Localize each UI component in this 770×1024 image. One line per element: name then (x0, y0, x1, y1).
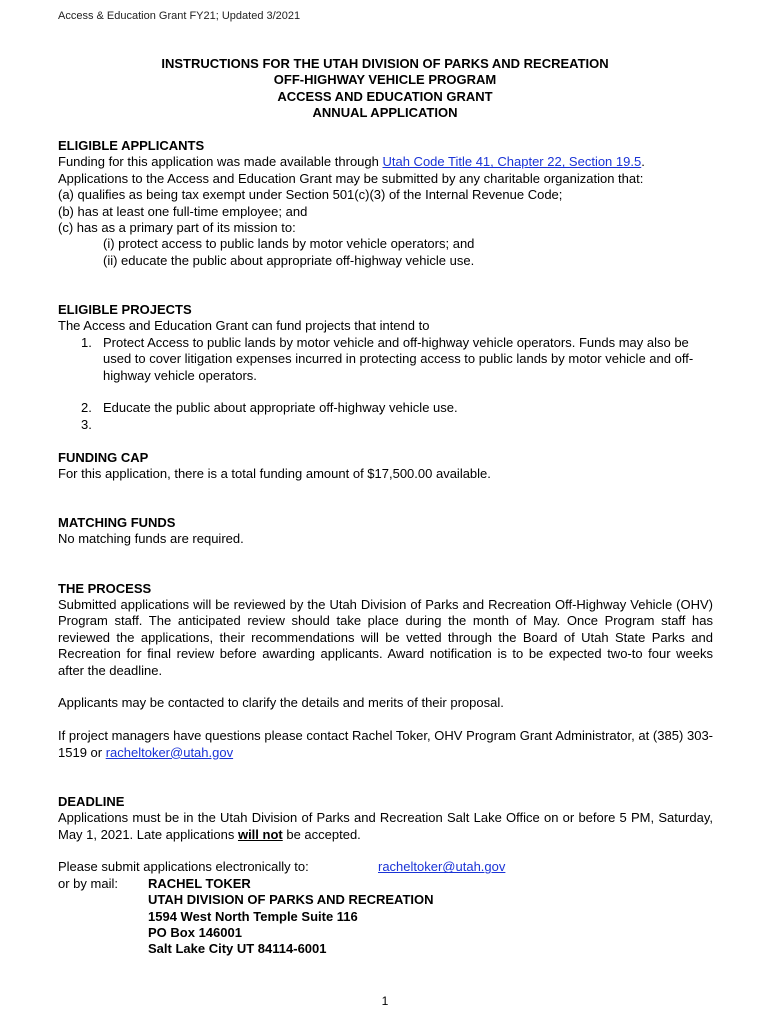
header-note: Access & Education Grant FY21; Updated 3/2021 (58, 10, 301, 22)
list-item-text (103, 417, 713, 433)
deadline-heading: DEADLINE (58, 793, 125, 809)
address-line: RACHEL TOKER (148, 875, 251, 891)
document-body (58, 138, 713, 958)
page-number: 1 (381, 994, 389, 1008)
address-line: 1594 West North Temple Suite 116 (148, 908, 358, 924)
mailing-address (148, 876, 434, 958)
mail-label: or by mail: (58, 875, 118, 891)
title-line: INSTRUCTIONS FOR THE UTAH DIVISION OF PARKS AND RECREATION (161, 56, 609, 71)
eligibility-line: (a) qualifies as being tax exempt under Section 501(c)(3) of the Internal Revenue Code; (58, 187, 563, 203)
list-item (58, 335, 713, 384)
intro-period: . (641, 154, 645, 170)
contact-email-link[interactable]: racheltoker@utah.gov (105, 744, 234, 760)
funding-cap-text: For this application, there is a total funding amount of $17,500.00 available. (58, 465, 491, 481)
mission-sub-item: (i) protect access to public lands by motor vehicle operators; and (103, 236, 475, 252)
eligibility-line: Applications to the Access and Education Grant may be submitted by any charitable organization that: (58, 170, 644, 186)
process-paragraph: Applicants may be contacted to clarify the details and merits of their proposal. (58, 695, 504, 711)
eligible-applicants-intro (58, 154, 713, 170)
title-line: ANNUAL APPLICATION (312, 105, 458, 121)
mission-sub-item: (ii) educate the public about appropriate off-highway vehicle use. (103, 252, 475, 268)
submit-email-link[interactable]: racheltoker@utah.gov (378, 859, 506, 875)
list-item-text: Protect Access to public lands by motor vehicle and off-highway vehicle operators. Funds may also be used to cover litigation expenses incurred in protecting access to public lands by motor vehicle and off-highway vehicle operators. (103, 334, 694, 383)
deadline-emphasis: will not (237, 826, 283, 842)
mail-row (58, 876, 713, 958)
list-number: 2. (81, 400, 92, 416)
contact-paragraph (58, 728, 713, 761)
title-line: ACCESS AND EDUCATION GRANT (277, 88, 493, 104)
list-number: 1. (81, 334, 92, 350)
deadline-text-start: Applications must be in the Utah Division of Parks and Recreation Salt Lake Office on or before 5 PM, Saturday, May 1, 2021. Late applications (58, 810, 713, 842)
process-paragraph: Submitted applications will be reviewed by the Utah Division of Parks and Recreation Off-Highway Vehicle (OHV) Program staff. The anticipated review should take place during the month of May. Once Program staff has reviewed the applications, their recommendations will be vetted through the Board of Utah State Parks and Recreation for final review before awarding applicants. Award notification is to be expected two-to four weeks after the deadline. (58, 597, 713, 678)
list-item (58, 417, 713, 433)
matching-funds-text: No matching funds are required. (58, 531, 244, 547)
deadline-text-end: be accepted. (282, 826, 361, 842)
funding-cap-heading: FUNDING CAP (58, 449, 149, 465)
eligible-projects-intro: The Access and Education Grant can fund projects that intend to (58, 318, 430, 334)
eligible-projects-heading: ELIGIBLE PROJECTS (58, 301, 192, 317)
address-line: Salt Lake City UT 84114-6001 (148, 941, 327, 957)
eligible-applicants-heading: ELIGIBLE APPLICANTS (58, 138, 205, 153)
intro-text: Funding for this application was made available through (58, 154, 383, 170)
utah-code-link[interactable]: Utah Code Title 41, Chapter 22, Section 19.5 (382, 154, 642, 170)
process-heading: THE PROCESS (58, 580, 152, 596)
contact-text: If project managers have questions please contact Rachel Toker, OHV Program Grant Administrator, at (385) 303-1519 or (58, 728, 713, 760)
submit-label: Please submit applications electronically to: (58, 859, 309, 875)
eligibility-line: (b) has at least one full-time employee; and (58, 203, 308, 219)
address-line: PO Box 146001 (148, 925, 242, 941)
list-item-text: Educate the public about appropriate off-highway vehicle use. (103, 400, 458, 416)
address-line: UTAH DIVISION OF PARKS AND RECREATION (148, 892, 434, 908)
eligibility-line: (c) has as a primary part of its mission to: (58, 219, 296, 235)
matching-funds-heading: MATCHING FUNDS (58, 515, 176, 531)
deadline-text (58, 810, 713, 843)
document-title (0, 56, 770, 122)
list-item (58, 400, 713, 416)
title-line: OFF-HIGHWAY VEHICLE PROGRAM (273, 72, 497, 88)
submit-row (58, 859, 713, 875)
list-number: 3. (81, 416, 92, 432)
